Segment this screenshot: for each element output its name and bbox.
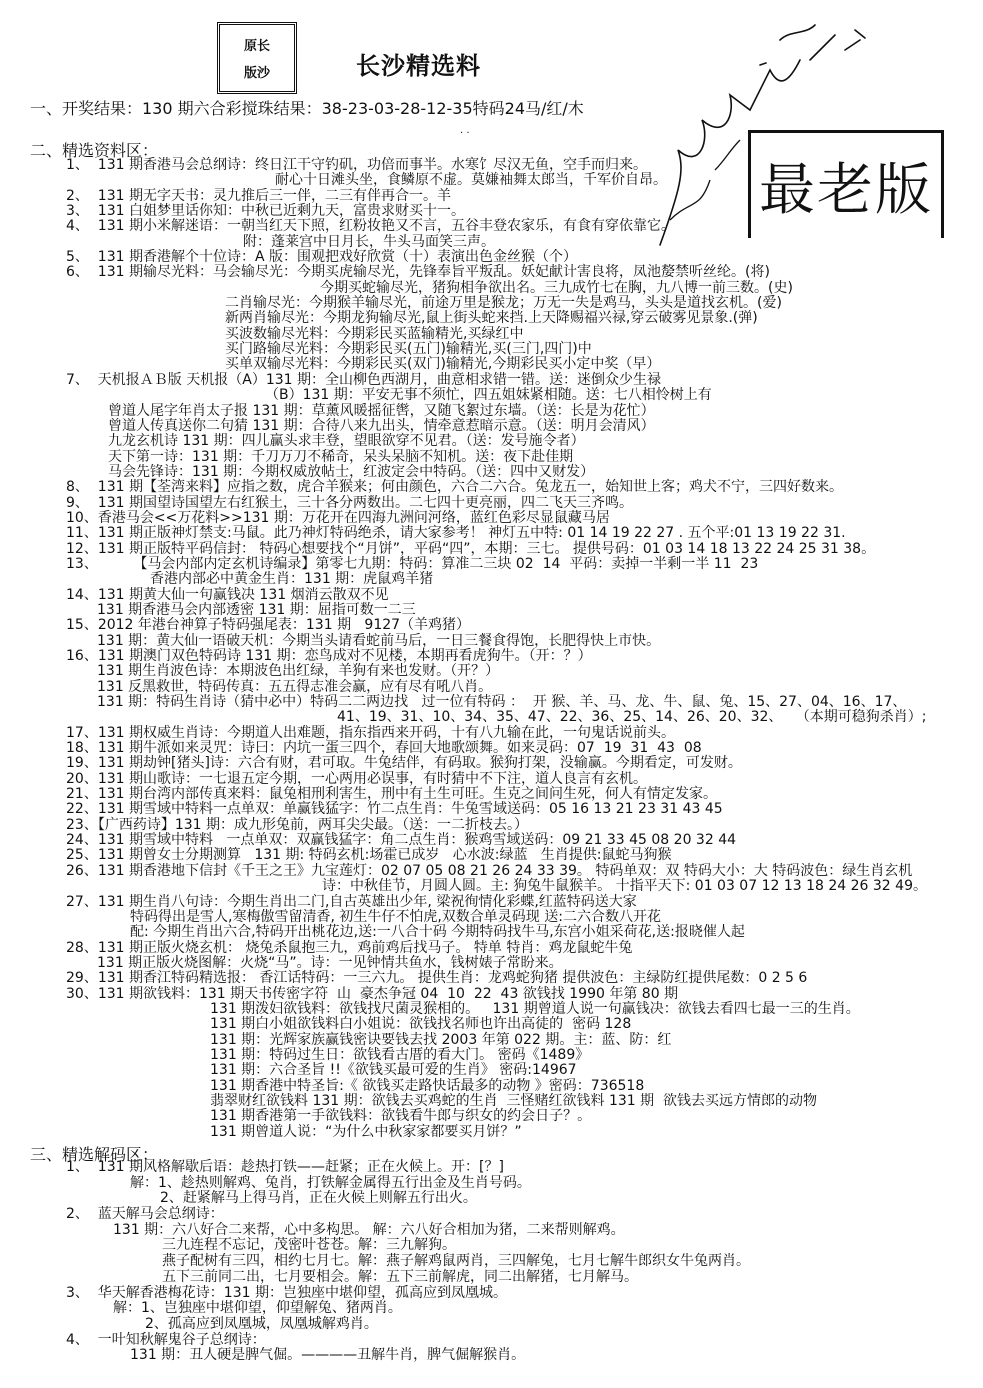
list-item: 二肖输尽光：今期猴羊输尽光，前途万里是猴龙；万无一失是鸡马，头头是道找玄机。(爱) [225,295,782,312]
page-title: 长沙精选料 [356,52,481,80]
list-item: 131 期白小姐欲钱料白小姐说：欲钱找名师也许出高徒的 密码 128 [210,1016,632,1033]
list-item: 13、 【马会内部内定玄机诗编录】第零七九期：特码：算准二三块 02 14 平码：卖掉一半剩一半 11 23 [66,555,759,572]
list-item: 买波数输尽光料：今期彩民买蓝输精光,买绿红中 [225,325,524,342]
original-edition-stamp [217,22,297,94]
list-item: 8、 131 期【荃湾来料】应指之数，虎合羊猴来；何由颜色，六合二六合。兔龙五一，始知世上客；鸡犬不宁，三四好数来。 [66,479,843,496]
list-item: 4、 一叶知秋解鬼谷子总纲诗： [66,1331,266,1348]
list-item: 28、131 期正版火烧玄机： 烧兔杀鼠抱三九，鸡前鸡后找马子。 特单 特肖：鸡龙鼠蛇牛兔 [66,939,633,956]
list-item: 新两肖输尽光：今期龙狗输尽光,鼠上街头蛇来挡.上天降赐福兴禄,穿云破雾见景象.(弹) [225,310,758,327]
list-item: 27、131 期生肖八句诗：今期生肖出二门,自古英雄出少年, 梁祝徇情化彩蝶,红蓝特码送大家 [66,893,637,910]
list-item: 解：1、趁热则解鸡、兔肖，打铁解金属得五行出金及生肖号码。 [130,1174,531,1191]
list-item: 配: 今期生肖出六合,特码开出桃花边,送:一八合十码 今期特码找牛马,东宫小姐采荷花,送:报晓催人起 [130,924,745,941]
list-item: 131 期：光辉家族赢钱密诀要钱去找 2003 年第 022 期。主：蓝、防：红 [210,1031,672,1048]
list-item: 17、131 期权威生肖诗：今期道人出难题，指东指西来开码，十有八九输在此，一句鬼话说前头。 [66,724,675,741]
list-item: 131 反黑救世，特码传真：五五得志准会赢，应有尽有吼八肖。 [97,678,493,695]
list-item: 2、 131 期无字天书：灵九推后三一伴，二三有伴再合一。羊 [66,187,451,204]
list-item: 6、 131 期输尽光料：马会输尽光：今期买虎输尽光，先锋奉旨平叛乱。妖妃献计害良将，凤池嫠禁听丝纶。(将) [66,264,770,281]
list-item: 九龙玄机诗 131 期：四儿赢头求丰登，望眼欲穿不见君。（送：发号施令者） [108,433,585,450]
oldest-edition-badge: 最老版 [748,130,944,238]
list-item: 1、 131 期香港马会总纲诗：终日江干守钓矶，功倍而事半。水寒饣尽汉无鱼，空手而归来。 [66,157,647,173]
list-item: 五下三前同二出，七月要相会。解：五下三前解虎，同二出解猪，七月解马。 [162,1268,638,1285]
selected-data-list [0,158,983,1140]
stray-dots: · · [460,128,470,139]
list-item: 香港内部必中黄金生肖：131 期：虎鼠鸡羊猪 [150,571,434,588]
list-item: 23、【广西药诗】131 期：成九形兔前，两耳尖尖最。（送：一二折枝去。） [66,816,528,833]
list-item: 41、19、31、10、34、35、47、22、36、25、14、26、20、32、 （本期可稳狗杀肖）; [337,709,927,726]
list-item: 131 期：特码生肖诗（猜中必中）特码二二两边找 过一位有特码 ： 开 猴、羊、马、龙、牛、鼠、兔、15、27、04、16、17、 [97,694,907,711]
list-item: 曾道人尾字年肖太子报 131 期：草薰风暖摇征辔，又随飞絮过东墙。（送：长是为花忙） [108,402,655,419]
list-item: 15、2012 年港台神算子特码强尾表：131 期 9127（羊鸡猪） [66,617,471,634]
draw-result: 一、开奖结果：130 期六合彩搅珠结果：38-23-03-28-12-35特码24马/红/木 [30,99,584,118]
list-item: 20、131 期山歌诗：一七退五定今期，一心两用必误事，有时猜中不下注，道人良言有玄机。 [66,770,647,787]
list-item: 22、131 期雪域中特料一点单双：单赢钱猛字：竹二点生肖：牛兔雪域送码：05 16 13 21 23 31 43 45 [66,801,723,818]
list-item: 三九连程不忘记，茂密叶苍苍。解：三九解狗。 [162,1237,456,1254]
section-heading-selected-data: 二、精选资料区： [30,141,159,160]
list-item: 买单双输尽光料：今期彩民买(双门)输精光,今期彩民买小定中奖（早） [225,356,661,373]
list-item: 马会先锋诗：131 期：今期权威放帖士，红波定会中特码。（送：四中又财发） [108,463,595,480]
list-item: 3、 华天解香港梅花诗：131 期：岂独座中堪仰望，孤高应到凤凰城。 [66,1284,507,1301]
section-heading-decoding: 三、精选解码区： [30,1145,159,1164]
list-item: 131 期香港中特圣旨:《 欲钱买走路快话最多的动物 》密码：736518 [210,1077,645,1094]
list-item: 诗：中秋佳节，月圆人圆。主: 狗兔牛鼠猴羊。 十指平天下: 01 03 07 12 13 18 24 26 32 49。 [322,878,927,895]
stamp-line: 原长 [243,39,270,54]
list-item: 18、131 期牛派如来灵咒：诗曰：内坑一蛋三四个，春回大地歌颂舞。如来灵码：07 19 31 43 08 [66,740,702,757]
list-item: 131 期生肖波色诗：本期波色出红绿，羊狗有来也发财。（开？） [97,663,500,680]
list-item: （B）131 期：平安无事不须忙，四五姐妹紧相随。送：七八相怜树上有 [265,387,712,404]
list-item: 29、131 期香江特码精选报： 香江话特码：一三六九。 提供生肖：龙鸡蛇狗猪 提供波色：主绿防红提供尾数：0 2 5 6 [66,970,808,987]
list-item: 131 期：特码过生日：欲钱看古厝的看大门。 密码《1489》 [210,1046,590,1063]
list-item: 买门路输尽光料：今期彩民买(五门)输精光,买(三门,四门)中 [225,341,592,358]
list-item: 10、香港马会<<万花料>>131 期：万花开在四海九洲问河络，蓝红色彩尽显鼠藏马居 [66,509,610,526]
list-item: 9、 131 期国望诗国望左右红猴土，三十各分两数出。二七四十更亮丽，四二飞天三齐鸣。 [66,494,633,511]
list-item: 25、131 期曾女士分期测算 131 期: 特码玄机:场霍已成岁 心水波:绿蓝 生肖提供:鼠蛇马狗猴 [66,847,672,864]
list-item: 5、 131 期香港解个十位诗：A 版：围观把戏好欣赏（十）表演出色金丝猴（个） [66,249,578,266]
list-item: 131 期泼妇欲钱料：欲钱找尺菌灵猴相的。 131 期曾道人说一句赢钱决：欲钱去看四七最一三的生肖。 [210,1000,860,1017]
decoding-list [0,1160,983,1364]
list-item: 3、 131 白姐梦里话你知：中秋已近剩九天，富贵求财买十一。 [66,203,465,220]
list-item: 曾道人传真送你二句猜 131 期：合待八来九出头，情牵意惹暗示意。（送：明月会清风） [108,417,655,434]
list-item: 2、赶紧解马上得马肖，正在火候上则解五行出火。 [160,1190,477,1207]
list-item: 7、 天机报ＡＢ版 天机报（A）131 期：全山柳色西湖月，曲意相求错一错。送：迷倒众少生禄 [66,371,662,388]
list-item: 131 期：丑人硬是脾气倔。————丑解牛肖，脾气倔解猴肖。 [130,1347,526,1364]
list-item: 燕子配树有三四，相约七月七。解：燕子解鸡鼠两肖，三四解兔，七月七解牛郎织女牛兔两肖。 [162,1253,750,1270]
list-item: 21、131 期台湾内部传真来料：鼠兔相刑利害生，刑中有土生可旺。生克之间问生死，何人有情定发家。 [66,786,717,803]
list-item: 12、131 期正版特平码信封： 特码心想要找个“月饼”，平码“四”，本期：三七。 提供号码：01 03 14 18 13 22 24 25 31 38。 [66,540,876,557]
list-item: 附：蓬莱宫中日月长，牛头马面笑三声。 [243,233,495,250]
list-item: 解：1、岂独座中堪仰望，仰望解兔、猪两肖。 [113,1300,402,1317]
list-item: 131 期曾道人说：“为什么中秋家家都要买月饼？” [210,1123,522,1140]
list-item: 131 期：六合圣旨 !!《欲钱买最可爱的生肖》 密码:14967 [210,1062,577,1079]
list-item: 131 期正版火烧图解：火烧“马”。诗：一见钟情共鱼水，钱树婊子常盼来。 [97,954,563,971]
list-item: 2、孤高应到凤凰城，凤凰城解鸡肖。 [145,1315,378,1332]
list-item: 特码得出是雪人,寒梅傲雪留清香, 初生牛仔不怕虎,双数合单灵码现 送:二六合数八开花 [130,908,661,925]
list-item: 19、131 期劫钟[猪头]诗：六合有财，君可取。牛兔结伴，有码取。猴狗打架，没输赢。今期看定，可发财。 [66,755,742,772]
list-item: 天下第一诗：131 期：千刀万刀不稀奇，呆头呆脑不知机。送：夜下赴佳期 [108,448,574,465]
list-item: 131 期香港马会内部透密 131 期：屈指可数一二三 [97,601,416,618]
list-item: 14、131 期黄大仙一句赢钱决 131 烟消云散双不见 [66,586,389,603]
list-item: 今期买蛇输尽光，猪狗相争欲出名。三九成竹七在胸，九八博一前三数。(史) [320,279,793,296]
list-item: 4、 131 期小米解迷语：一朝当红天下照，红粉妆艳又不言，五谷丰登农家乐，有食有穿依靠它。 [66,218,675,235]
list-item: 30、131 期欲钱料：131 期天书传密字符 山 豪杰争冠 04 10 22 43 欲钱找 1990 年第 80 期 [66,985,679,1002]
list-item: 131 期：黄大仙一语破天机：今期当头请看蛇前马后，一日三餐食得饱，长肥得快上市快。 [97,632,661,649]
stamp-line: 版沙 [243,66,270,81]
list-item: 2、 蓝天解马会总纲诗： [66,1206,224,1223]
list-item: 翡翠财红欲钱料 131 期：欲钱去买鸡蛇的生肖 三怪赌红欲钱料 131 期 欲钱去买远方情郎的动物 [210,1092,818,1109]
list-item: 11、131 期正版神灯禁支:马鼠。此乃神灯特码绝杀，请大家参考！ 神灯五中特: 01 14 19 22 27 . 五个平:01 13 19 22 31. [66,525,846,542]
list-item: 24、131 期雪域中特料 一点单双：双赢钱猛字：角二点生肖：猴鸡雪域送码：09 21 33 45 08 20 32 44 [66,832,737,849]
list-item: 131 期香港第一手欲钱料：欲钱看牛郎与织女的约会日子？。 [210,1108,592,1125]
list-item: 16、131 期澳门双色特码诗 131 期：恋鸟成对不见楼，本期再看虎狗牛。（开：？） [66,648,592,664]
list-item: 耐心十日滩头坐，食鳞原不虚。莫嫌袖舞太郎当，千军价自昂。 [275,172,667,189]
list-item: 1、 131 期风格解歇后语：趁热打铁——赶紧；正在火候上。开：[？] [66,1159,504,1175]
list-item: 131 期：六八好合二来帮，心中多构思。 解：六八好合相加为猪，二来帮则解鸡。 [113,1221,625,1238]
list-item: 26、131 期香港地下信封《千王之王》九宝莲灯：02 07 05 08 21 26 24 33 39。 特码单双：双 特码大小：大 特码波色：绿生肖玄机 [66,862,913,879]
